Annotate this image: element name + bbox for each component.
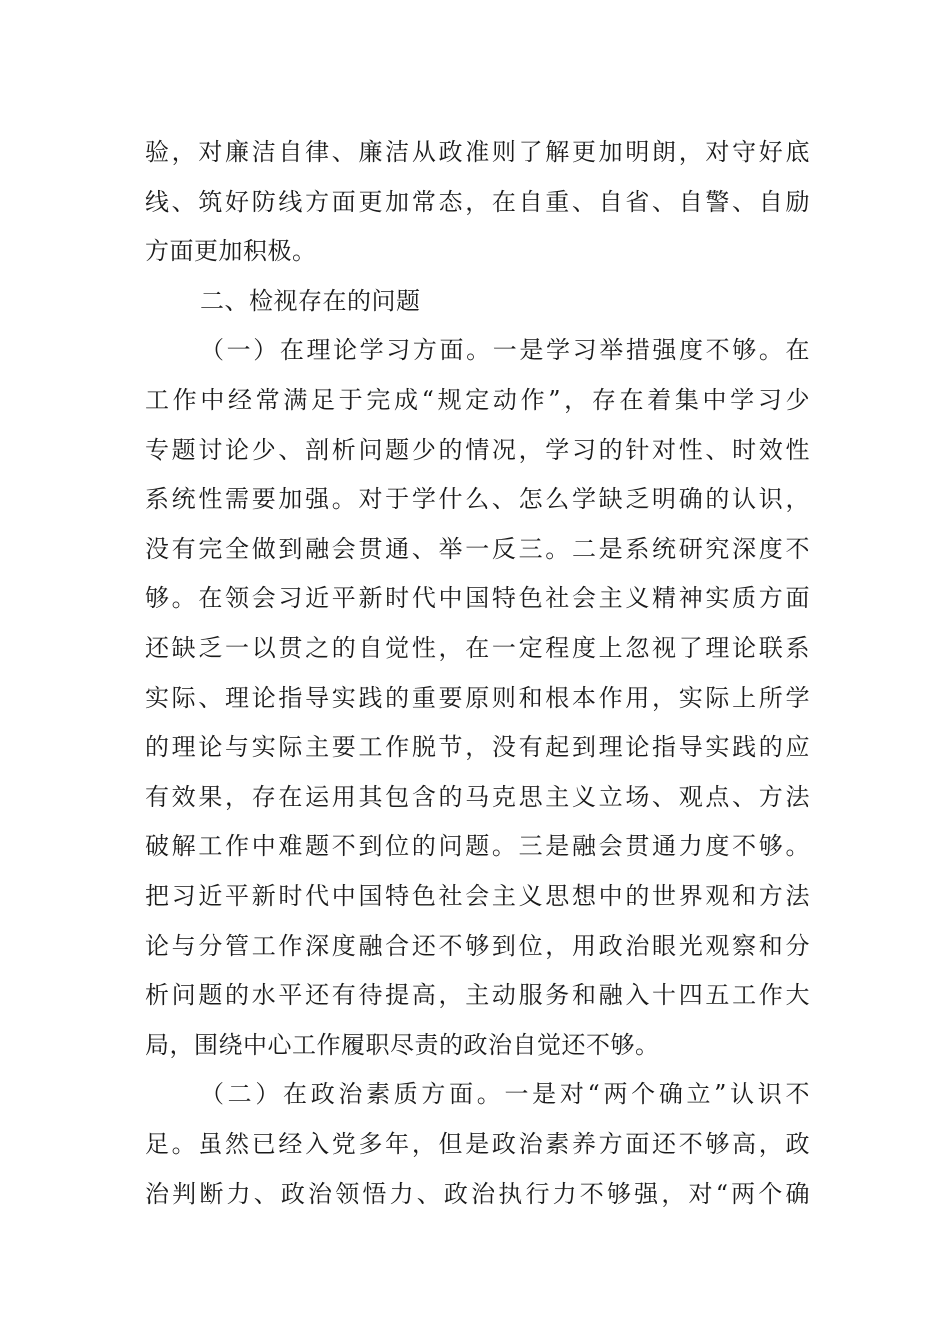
text-line: 方面更加积极。 xyxy=(145,237,317,265)
text-line: 够。在领会习近平新时代中国特色社会主义精神实质方面 xyxy=(145,584,810,612)
text-line: 把习近平新时代中国特色社会主义思想中的世界观和方法 xyxy=(145,882,810,910)
text-line: 工作中经常满足于完成“规定动作”，存在着集中学习少 xyxy=(145,386,810,414)
text-line: 系统性需要加强。对于学什么、怎么学缺乏明确的认识， xyxy=(145,485,810,513)
text-line: 线、筑好防线方面更加常态，在自重、自省、自警、自励 xyxy=(145,188,810,216)
text-line: 治判断力、政治领悟力、政治执行力不够强，对“两个确 xyxy=(145,1180,810,1208)
text-line: 局，围绕中心工作履职尽责的政治自觉还不够。 xyxy=(145,1031,660,1059)
text-line: （一）在理论学习方面。一是学习举措强度不够。在 xyxy=(200,336,810,364)
section-heading: 二、检视存在的问题 xyxy=(200,287,421,315)
text-line: 足。虽然已经入党多年，但是政治素养方面还不够高，政 xyxy=(145,1130,810,1158)
text-line: （二）在政治素质方面。一是对“两个确立”认识不 xyxy=(200,1080,810,1108)
text-line: 还缺乏一以贯之的自觉性，在一定程度上忽视了理论联系 xyxy=(145,634,810,662)
text-line: 的理论与实际主要工作脱节，没有起到理论指导实践的应 xyxy=(145,733,810,761)
text-line: 破解工作中难题不到位的问题。三是融会贯通力度不够。 xyxy=(145,832,810,860)
text-line: 有效果，存在运用其包含的马克思主义立场、观点、方法 xyxy=(145,783,810,811)
text-line: 析问题的水平还有待提高，主动服务和融入十四五工作大 xyxy=(145,981,810,1009)
text-line: 没有完全做到融会贯通、举一反三。二是系统研究深度不 xyxy=(145,535,810,563)
text-line: 实际、理论指导实践的重要原则和根本作用，实际上所学 xyxy=(145,684,810,712)
text-line: 验，对廉洁自律、廉洁从政准则了解更加明朗，对守好底 xyxy=(145,138,810,166)
text-line: 专题讨论少、剖析问题少的情况，学习的针对性、时效性 xyxy=(145,436,810,464)
text-line: 论与分管工作深度融合还不够到位，用政治眼光观察和分 xyxy=(145,932,810,960)
